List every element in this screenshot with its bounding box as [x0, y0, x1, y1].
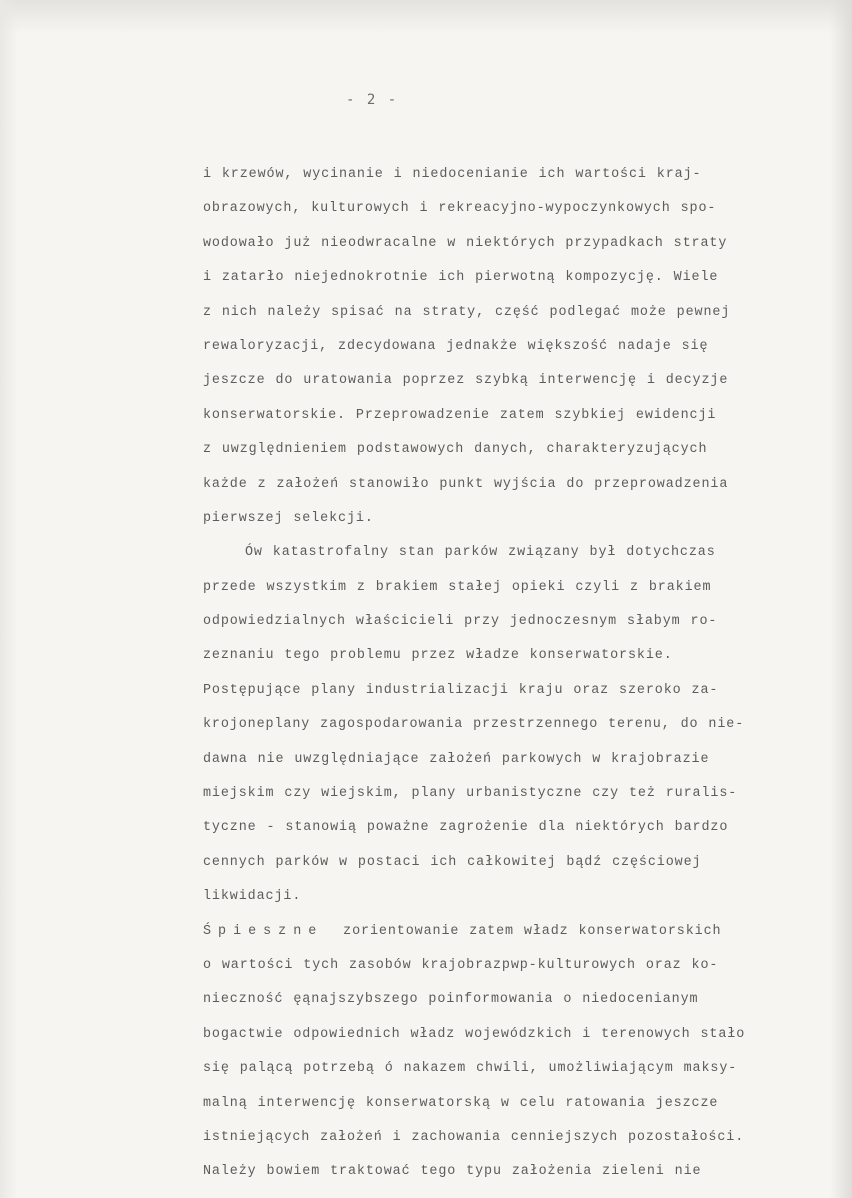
text-line: krojoneplany zagospodarowania przestrzennego terenu, do nie-	[203, 717, 745, 733]
text-line: obrazowych, kulturowych i rekreacyjno-wypoczynkowych spo-	[203, 201, 717, 217]
text-line: Należy bowiem traktować tego typu założenia zieleni nie	[203, 1164, 702, 1180]
text-line: likwidacji.	[203, 889, 302, 905]
text-line: pierwszej selekcji.	[203, 510, 374, 526]
text-line: nieczność ęąnajszybszego poinformowania o niedocenianym	[203, 992, 699, 1008]
scan-shadow-top	[0, 0, 852, 34]
body-text	[203, 158, 828, 1190]
text-line	[203, 915, 828, 949]
scan-shadow-left	[0, 0, 18, 1198]
text-line: tyczne - stanowią poważne zagrożenie dla niektórych bardzo	[203, 820, 729, 836]
text-line: konserwatorskie. Przeprowadzenie zatem szybkiej ewidencji	[203, 407, 717, 423]
text-line: z nich należy spisać na straty, część podlegać może pewnej	[203, 304, 731, 320]
text-line: zeznaniu tego problemu przez władze konserwatorskie.	[203, 648, 673, 664]
scan-shadow-right	[830, 0, 852, 1198]
text-line: jeszcze do uratowania poprzez szybką interwencję i decyzje	[203, 373, 729, 389]
text-line-rest: zorientowanie zatem władz konserwatorskich	[343, 923, 722, 939]
text-line: z uwzględnieniem podstawowych danych, charakteryzujących	[203, 442, 708, 458]
text-line: odpowiedzialnych właścicieli przy jednoczesnym słabym ro-	[203, 614, 718, 630]
text-line: dawna nie uwzględniające założeń parkowych w krajobrazie	[203, 751, 710, 767]
text-line: przede wszystkim z brakiem stałej opieki czyli z brakiem	[203, 579, 712, 595]
text-line: się palącą potrzebą ó nakazem chwili, umożliwiającym maksy-	[203, 1061, 738, 1077]
text-line: bogactwie odpowiednich władz wojewódzkich i terenowych stało	[203, 1026, 746, 1042]
text-line: i zatarło niejednokrotnie ich pierwotną kompozycję. Wiele	[203, 270, 719, 286]
text-line: Ów katastrofalny stan parków związany był dotychczas	[245, 545, 716, 561]
text-line: Postępujące plany industrializacji kraju oraz szeroko za-	[203, 682, 719, 698]
text-line: malną interwencję konserwatorską w celu ratowania jeszcze	[203, 1095, 719, 1111]
text-line: i krzewów, wycinanie i niedocenianie ich wartości kraj-	[203, 167, 702, 182]
text-line: cennych parków w postaci ich całkowitej bądź częściowej	[203, 854, 702, 870]
text-line: o wartości tych zasobów krajobrazpwp-kulturowych oraz ko-	[203, 957, 719, 973]
text-line: wodowało już nieodwracalne w niektórych przypadkach straty	[203, 235, 728, 251]
text-line: rewaloryzacji, zdecydowana jednakże większość nadaje się	[203, 338, 709, 354]
spaced-emphasis-word: Śpieszne	[203, 923, 324, 939]
text-line: istniejących założeń i zachowania cenniejszych pozostałości.	[203, 1129, 745, 1145]
page-number: - 2 -	[346, 92, 399, 108]
text-line: miejskim czy wiejskim, plany urbanistyczne czy też ruralis-	[203, 786, 738, 802]
text-line: każde z założeń stanowiło punkt wyjścia do przeprowadzenia	[203, 476, 729, 492]
